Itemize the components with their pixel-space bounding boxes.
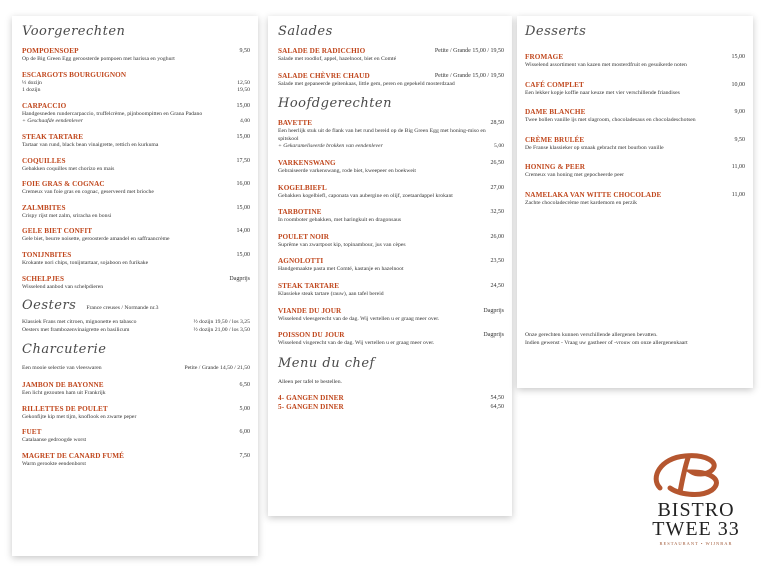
menu-item-description: Warm gerookte eendenborst (22, 460, 86, 467)
menu-item (278, 257, 504, 274)
menu-item-row (525, 108, 745, 117)
menu-item-description: Een heerlijk stuk uit de flank van het rund bereid op de Big Green Egg met honing-miso en spitskool (278, 128, 486, 142)
oesters-note: France creuses / Normande nr.3 (86, 305, 159, 312)
menu-item (525, 136, 745, 153)
menu-item-name: RILLETTES DE POULET (22, 404, 108, 413)
menu-item (278, 47, 504, 64)
menu-item-option-price: 19,50 (237, 87, 250, 94)
menu-item-row (278, 208, 504, 217)
menu-item-price: 27,00 (490, 184, 504, 191)
menu-item-price: 9,50 (734, 136, 745, 143)
menu-item-description: Gebraiseerde varkenswang, rode biet, kweepeer en boekweit (278, 167, 417, 174)
menu-item-description: Gele biet, beurre noisette, geroosterde amandel en saffraancrème (22, 236, 170, 243)
menu-item-price: 6,00 (239, 429, 250, 436)
menu-item-price: Petite / Grande 15,00 / 19,50 (434, 48, 504, 54)
menu-item (22, 102, 250, 126)
menu-item-name: POMPOENSOEP (22, 47, 79, 55)
menu-item-price: 64,50 (490, 404, 504, 411)
menu-item-description: Een lekker kopje koffie naar keuze met vier verschillende friandises (525, 89, 680, 96)
menu-item-price: 11,00 (731, 164, 745, 171)
menu-item-price: Dagprijs (483, 307, 504, 314)
menu-item-name: CARPACCIO (22, 101, 67, 110)
charcuterie-intro (22, 365, 250, 373)
menu-item-name: HONING & PEER (525, 163, 586, 172)
menu-item-description: Een licht gezouten ham uit Frankrijk (22, 389, 106, 396)
charcuterie-list (22, 381, 250, 468)
menu-item-row (525, 136, 745, 145)
menu-item-row (22, 275, 250, 284)
menu-item (278, 307, 504, 324)
menu-item-extra (278, 143, 504, 151)
menu-item-extra (22, 118, 250, 126)
menu-item-row (525, 191, 745, 200)
menu-item-name: TONIJNBITES (22, 250, 72, 259)
menu-item-row (278, 72, 504, 81)
menu-item (22, 204, 250, 221)
menu-item-row (22, 227, 250, 236)
menu-item (22, 452, 250, 469)
hoofdgerechten-list (278, 119, 504, 348)
menu-item-price: Dagprijs (483, 332, 504, 339)
logo-b-monogram-icon (640, 448, 750, 498)
menu-item-price: 7,50 (239, 452, 250, 459)
menu-item-name: TARBOTINE (278, 208, 322, 217)
menu-item-row (22, 47, 250, 56)
menu-item (22, 381, 250, 398)
menu-item-name: STEAK TARTARE (278, 281, 340, 290)
menu-item-name: DAME BLANCHE (525, 108, 586, 117)
menu-item-price: 15,00 (236, 204, 250, 211)
menu-item-name: FUET (22, 428, 42, 437)
menu-item (22, 275, 250, 292)
menu-item-extra-price: 4,00 (240, 118, 250, 125)
menu-item (278, 119, 504, 151)
menu-item (278, 159, 504, 176)
menu-item (22, 133, 250, 150)
section-title-menu-du-chef: Menu du chef (278, 355, 375, 371)
menu-item (278, 282, 504, 299)
menu-item (22, 71, 250, 95)
menu-item-name: VARKENSWANG (278, 158, 336, 167)
desserts-list (525, 53, 745, 208)
menu-panel-left (12, 16, 258, 556)
menu-item-row (525, 53, 745, 62)
menu-note: Alleen per tafel te bestellen. (278, 378, 342, 385)
menu-item-row (22, 405, 250, 414)
menu-item-name: JAMBON DE BAYONNE (22, 380, 104, 389)
menu-item-name: CAFÉ COMPLET (525, 80, 584, 89)
menu-item-row (278, 307, 504, 316)
menu-item-row (22, 157, 250, 166)
menu-item (22, 251, 250, 268)
menu-item-price: 5,00 (239, 405, 250, 412)
menu-item-row (525, 163, 745, 172)
menu-item-description: Salade met roodlof, appel, hazelnoot, biet en Comté (278, 56, 397, 62)
menu-item-price: 14,00 (236, 228, 250, 235)
oesters-option-label: Oesters met frambozenvinaigrette en basilicum (22, 326, 130, 333)
menu-panel-right (517, 16, 753, 388)
bistro-logo (640, 448, 750, 558)
menu-item-name: SALADE DE RADICCHIO (278, 47, 366, 55)
menu-item-description: Zachte chocoladecrème met kardemom en perzik (525, 199, 637, 206)
menu-item-name: SCHELPJES (22, 274, 65, 283)
menu-item-option-label: ½ dozijn (22, 79, 42, 86)
menu-item-name: SALADE CHÈVRE CHAUD (278, 71, 370, 80)
menu-item-name: FROMAGE (525, 53, 564, 61)
menu-item (22, 428, 250, 445)
menu-item (278, 72, 504, 89)
menu-item-name: GELE BIET CONFIT (22, 227, 93, 236)
menu-item-price: 32,50 (490, 209, 504, 216)
menu-item (278, 394, 504, 403)
menu-item-extra-label: + Gekarameliseerde brokken van eendenlever (278, 143, 383, 150)
menu-item-description: Krokante nori chips, tonijntartaar, sojaboon en furikake (22, 259, 149, 266)
menu-item-description: Wisselend assortiment van kazen met mosterdfruit en gesuikerde noten (525, 62, 687, 68)
menu-item-description: Catalaanse gedroogde worst (22, 437, 87, 444)
menu-item-price: 6,50 (239, 381, 250, 388)
menu-item-price: 23,50 (490, 258, 504, 265)
menu-item-option (22, 80, 250, 88)
menu-item (525, 81, 745, 98)
allergen-line-2: Indien gewenst - Vraag uw gastheer of -vrouw om onze allergenenkaart (525, 339, 688, 346)
section-title-hoofdgerechten: Hoofdgerechten (278, 96, 392, 112)
menu-item-name: POISSON DU JOUR (278, 331, 345, 340)
oesters-option (22, 327, 250, 335)
section-title-voorgerechten: Voorgerechten (22, 24, 126, 39)
menu-item-row (278, 403, 504, 412)
menu-item-description: Handgesneden rundercarpaccio, truffelcrème, pijnboompitten en Grana Padano (22, 110, 203, 117)
menu-item-description: Gebakken kogelbiefl, caponata van aubergine en olijf, zoetaardappel krokant (278, 192, 453, 199)
menu-item-name: 5- GANGEN DINER (278, 403, 344, 412)
menu-item-row (22, 133, 250, 142)
menu-item (525, 53, 745, 70)
menu-item (22, 227, 250, 244)
menu-item-name: AGNOLOTTI (278, 257, 324, 266)
menu-panel-middle (268, 16, 512, 516)
menu-item-row (22, 71, 250, 80)
menu-item-row (22, 180, 250, 189)
menu-item-name: NAMELAKA VAN WITTE CHOCOLADE (525, 190, 662, 199)
menu-item-row (22, 381, 250, 390)
charcuterie-intro-price: Petite / Grande 14,50 / 21,50 (184, 365, 250, 372)
menu-item (278, 184, 504, 201)
menu-item (278, 331, 504, 348)
menu-item (22, 180, 250, 197)
section-title-salades: Salades (278, 24, 333, 39)
menu-item-name: COQUILLES (22, 156, 66, 165)
menu-item-description: Crispy rijst met zalm, sriracha en bonsi (22, 212, 112, 219)
menu-item-price: 16,00 (236, 181, 250, 188)
menu-item-price: 11,00 (731, 191, 745, 198)
oesters-option-price: ½ dozijn 21,00 / los 3,50 (193, 326, 250, 333)
menu-item-description: Cremeux van honing met gepocheerde peer (525, 172, 625, 179)
menu-item-name: ZALMBITES (22, 203, 66, 212)
menu-item-description: Tartaar van rund, black bean vinaigrette, rettich en kurkuma (22, 141, 159, 148)
menu-item-name: CRÈME BRULÉE (525, 135, 585, 144)
menu-item-row (278, 119, 504, 128)
menu-item-description: Gebakken coquilles met chorizo en mais (22, 165, 115, 172)
menu-item-row (278, 282, 504, 291)
menu-item-price: 15,00 (731, 54, 745, 60)
menu-item-price: 15,00 (236, 133, 250, 140)
salades-list (278, 47, 504, 88)
menu-item-extra-price: 5,00 (494, 143, 504, 150)
menu-item (525, 108, 745, 125)
menu-item-row (278, 233, 504, 242)
menu-item-row (22, 204, 250, 213)
menu-item-price: Dagprijs (229, 275, 250, 282)
menu-item-price: 26,50 (490, 159, 504, 166)
menu-item-description: Suprême van zwartpoot kip, topinambour, jus van cèpes (278, 241, 406, 248)
section-title-oesters: Oesters (22, 298, 77, 314)
menu-item-description: Handgemaakte pasta met Comté, kastanje en hazelnoot (278, 266, 404, 273)
menu-item-description: Salade met gepaneerde geitenkaas, little gem, peren en gepekeld mosterdzaad (278, 80, 455, 87)
menu-item-description: Klassieke steak tartare (rauw), aan tafel bereid (278, 290, 384, 297)
menu-item-name: KOGELBIEFL (278, 183, 327, 192)
menu-item-price: 9,50 (239, 48, 250, 54)
menu-item-extra-label: + Geschaafde eendenlever (22, 118, 84, 125)
menu-item (22, 405, 250, 422)
menu-item-row (278, 394, 504, 403)
section-title-desserts: Desserts (525, 24, 587, 39)
menu-item (22, 47, 250, 64)
menu-item-option-label: 1 dozijn (22, 87, 41, 94)
menu-item-name: POULET NOIR (278, 232, 330, 241)
menu-item-row (22, 452, 250, 461)
menu-item-name: MAGRET DE CANARD FUMÉ (22, 451, 124, 460)
section-title-charcuterie: Charcuterie (22, 342, 107, 358)
menu-item (278, 403, 504, 412)
menu-item-row (22, 102, 250, 111)
menu-item-description: Wisselend visgerecht van de dag. Wij vertellen u er graag meer over. (278, 340, 435, 347)
allergen-notice (525, 332, 747, 347)
charcuterie-intro-label: Een mooie selectie van vleeswaren (22, 365, 102, 372)
menu-item-price: 24,50 (490, 282, 504, 289)
menu-item-price: 15,00 (236, 102, 250, 109)
menu-item-description: Gekonfijte kip met tijm, knoflook en zwarte peper (22, 413, 137, 420)
menu-item-row (278, 47, 504, 56)
oesters-option (22, 319, 250, 327)
menu-item-description: In roomboter gebakken, met haringkuit en dragonsaus (278, 217, 402, 224)
logo-line-2: TWEE 33 (652, 518, 740, 540)
menu-item (278, 208, 504, 225)
menu-item-description: Wisselend vleesgerecht van de dag. Wij vertellen u er graag meer over. (278, 315, 440, 322)
menu-item-description: De Franse klassieker op smaak gebracht met bourbon vanille (525, 144, 664, 151)
menu-item-description: Op de Big Green Egg geroosterde pompoen met harissa en yoghurt (22, 56, 175, 62)
menu-item (278, 233, 504, 250)
menu-item-price: 10,00 (731, 81, 745, 88)
menu-item-row (525, 81, 745, 90)
menu-item-price: 9,00 (734, 109, 745, 116)
menu-item (525, 191, 745, 208)
menu-item-row (22, 428, 250, 437)
menu-item-option-price: 12,50 (237, 79, 250, 86)
menu-item-name: BAVETTE (278, 119, 313, 128)
menu-item-price: 17,50 (236, 157, 250, 164)
menu-item-option (22, 87, 250, 95)
menu-item-name: FOIE GRAS & COGNAC (22, 180, 105, 189)
menu-item-row (22, 251, 250, 260)
menu-item-description: Twee bollen vanille ijs met slagroom, chocoladesaus en chocoladeschotsen (525, 117, 696, 124)
oesters-header (22, 298, 250, 313)
oesters-option-price: ½ dozijn 19,50 / los 3,25 (193, 319, 250, 326)
voorgerechten-list (22, 47, 250, 291)
menu-item-name: STEAK TARTARE (22, 132, 84, 141)
menu-item-price: 26,00 (490, 233, 504, 240)
oesters-option-label: Klassiek Frans met citroen, mignonette en tabasco (22, 319, 137, 326)
logo-line-1: BISTRO (657, 499, 735, 521)
menu-item-price: 54,50 (490, 395, 504, 402)
menu-item-price: 28,50 (490, 120, 504, 127)
menu-item-name: ESCARGOTS BOURGUIGNON (22, 70, 127, 79)
menu-item-row (278, 159, 504, 168)
menu-item-description: Cremeux van foie gras en cognac, geserveerd met brioche (22, 189, 154, 196)
menu-item-row (278, 184, 504, 193)
menu-item (22, 157, 250, 174)
menu-item-description: Wisselend aanbod van schelpdieren (22, 283, 104, 290)
oesters-list (22, 319, 250, 334)
menu-item (525, 163, 745, 180)
menu-item-price: Petite / Grande 15,00 / 19,50 (434, 72, 504, 79)
menu-item-name: 4- GANGEN DINER (278, 394, 344, 403)
menu-item-row (278, 331, 504, 340)
menu-item-price: 15,00 (236, 251, 250, 258)
allergen-line-1: Onze gerechten kunnen verschillende allergenen bevatten. (525, 332, 658, 338)
logo-line-3: RESTAURANT • WIJNBAR (659, 541, 733, 546)
menu-item-name: VIANDE DU JOUR (278, 306, 342, 315)
menu-item-row (278, 257, 504, 266)
menu-du-chef-list (278, 394, 504, 412)
